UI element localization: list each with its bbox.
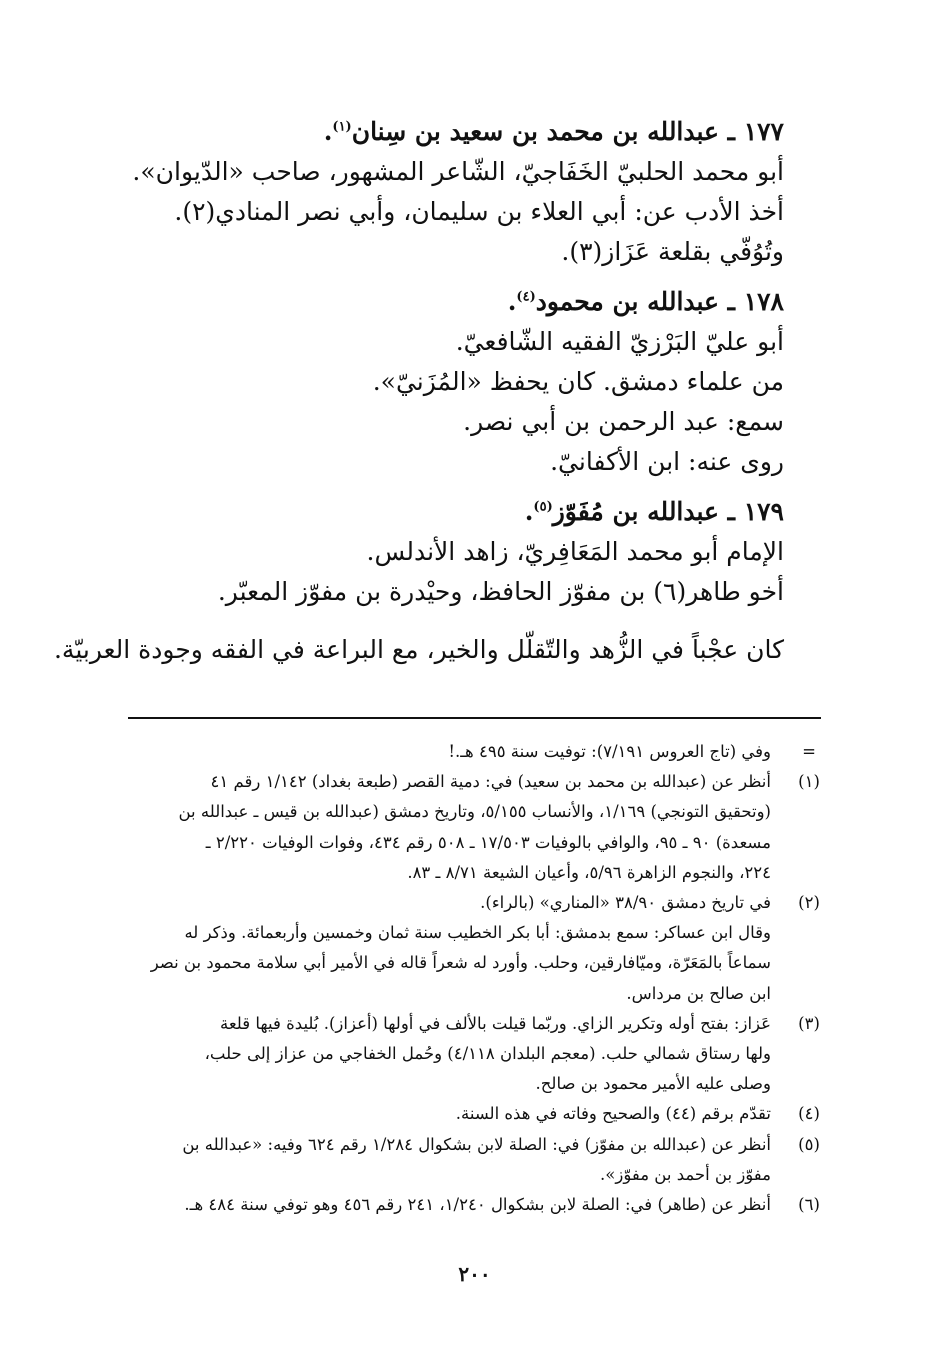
footnote-separator — [128, 717, 821, 719]
footnote — [109, 1190, 829, 1220]
entry-line: وتُوُفّي بقلعة عَزَاز(٣). — [561, 237, 784, 266]
footnote-line: (وتحقيق التونجي) ١/١٦٩، والأنساب ٥/١٥٥، وتاريخ دمشق (عبدالله بن قيس ـ عبدالله بن — [178, 802, 771, 822]
footnote-number: (٤) — [798, 1104, 820, 1124]
footnote-number: (٥) — [798, 1134, 820, 1154]
entry-line: أخذ الأدب عن: أبي العلاء بن سليمان، وأبي نصر المنادي(٢). — [174, 197, 784, 226]
footnote-number: (٢) — [798, 893, 820, 913]
footnote-line: مفوّز بن أحمد بن مفوّز». — [600, 1164, 771, 1184]
footnote-line: ابن صالح بن مرداس. — [626, 983, 771, 1003]
footnote-number: = — [802, 742, 816, 761]
footnote-line: أنظر عن (طاهر) في: الصلة لابن بشكوال ١/٢٤٠، ٢٤١ رقم ٤٥٦ وهو توفي سنة ٤٨٤ هـ. — [184, 1195, 771, 1215]
entry-line: سمع: عبد الرحمن بن أبي نصر. — [463, 407, 784, 436]
entry-closing-line: كان عجْباً في الزُّهد والتّقلّل والخير، مع البراعة في الفقه وجودة العربيّة. — [53, 635, 784, 664]
footnotes — [109, 737, 829, 1220]
footnote — [109, 1099, 829, 1129]
footnote-line: أنظر عن (عبدالله بن محمد بن سعيد) في: دمية القصر (طبعة بغداد) ١/١٤٢ رقم ٤١ — [210, 772, 771, 792]
footnote-line: ٢٢٤، والنجوم الزاهرة ٥/٩٦، وأعيان الشيعة ٨/٧١ ـ ٨٣. — [407, 862, 771, 882]
footnote-number: (٦) — [798, 1195, 820, 1215]
footnote — [109, 1130, 829, 1190]
footnote-line: وفي (تاج العروس ٧/١٩١): توفيت سنة ٤٩٥ هـ.! — [448, 742, 771, 761]
entry-heading: ١٧٨ ـ عبدالله بن محمود$^{(٤)}$. — [507, 287, 784, 316]
footnote-line: سماعاً بالمَعَرّة، وميّافارقين، وحلب. وأورد له شعراً قاله في الأمير أبي سلامة محمود بن نصر — [150, 953, 771, 973]
footnote-line: في تاريخ دمشق ٣٨/٩٠ «المناري» (بالراء). — [480, 893, 771, 913]
entry-line: أخو طاهر(٦) بن مفوّز الحافظ، وحيْدرة بن مفوّز المعبّر. — [217, 577, 784, 606]
footnote — [109, 1009, 829, 1100]
entry-line: من علماء دمشق. كان يحفظ «المُزَنيّ». — [372, 367, 784, 396]
page-number: ٢٠٠ — [458, 1262, 491, 1286]
entry-heading: ١٧٧ ـ عبدالله بن محمد بن سعيد بن سِنان$^{(١)}$. — [323, 117, 784, 146]
footnote-line: ولها رستاق شمالي حلب. (معجم البلدان ٤/١١٨) وحُمل الخفاجي من عزاز إلى حلب، — [204, 1044, 771, 1064]
footnote-line: وقال ابن عساكر: سمع بدمشق: أبا بكر الخطيب سنة ثمان وخمسين وأربعمائة. وذكر له — [184, 923, 771, 943]
main-text — [53, 112, 784, 670]
footnote-number: (٣) — [798, 1013, 820, 1033]
entry-heading: ١٧٩ ـ عبدالله بن مُفَوّز$^{(٥)}$. — [524, 497, 784, 526]
footnote-line: أنظر عن (عبدالله بن مفوّز) في: الصلة لابن بشكوال ١/٢٨٤ رقم ٦٢٤ وفيه: «عبدالله بن — [182, 1134, 771, 1154]
footnote-continuation — [109, 737, 829, 767]
footnote-line: عَزاز: بفتح أوله وتكرير الزاي. وربّما قيلت بالألف في أولها (أعزاز). بُليدة فيها قلعة — [220, 1013, 771, 1033]
entry-line: أبو محمد الحلبيّ الخَفَاجيّ، الشّاعر المشهور، صاحب «الدّيوان». — [132, 157, 784, 186]
entry-line: أبو عليّ البَرْزيّ الفقيه الشّافعيّ. — [455, 327, 784, 356]
footnote-number: (١) — [798, 772, 820, 792]
entry-line: روى عنه: ابن الأكفانيّ. — [550, 447, 784, 476]
footnote-line: تقدّم برقم (٤٤) والصحيح وفاته في هذه السنة. — [455, 1104, 771, 1124]
footnote-line: وصلى عليه الأمير محمود بن صالح. — [535, 1074, 771, 1094]
footnote — [109, 888, 829, 1009]
entry-line: الإمام أبو محمد المَعَافِريّ، زاهد الأندلس. — [366, 537, 784, 566]
footnote — [109, 767, 829, 888]
footnote-line: مسعدة) ٩٠ ـ ٩٥، والوافي بالوفيات ١٧/٥٠٣ ـ ٥٠٨ رقم ٤٣٤، وفوات الوفيات ٢/٢٢٠ ـ — [205, 832, 771, 852]
